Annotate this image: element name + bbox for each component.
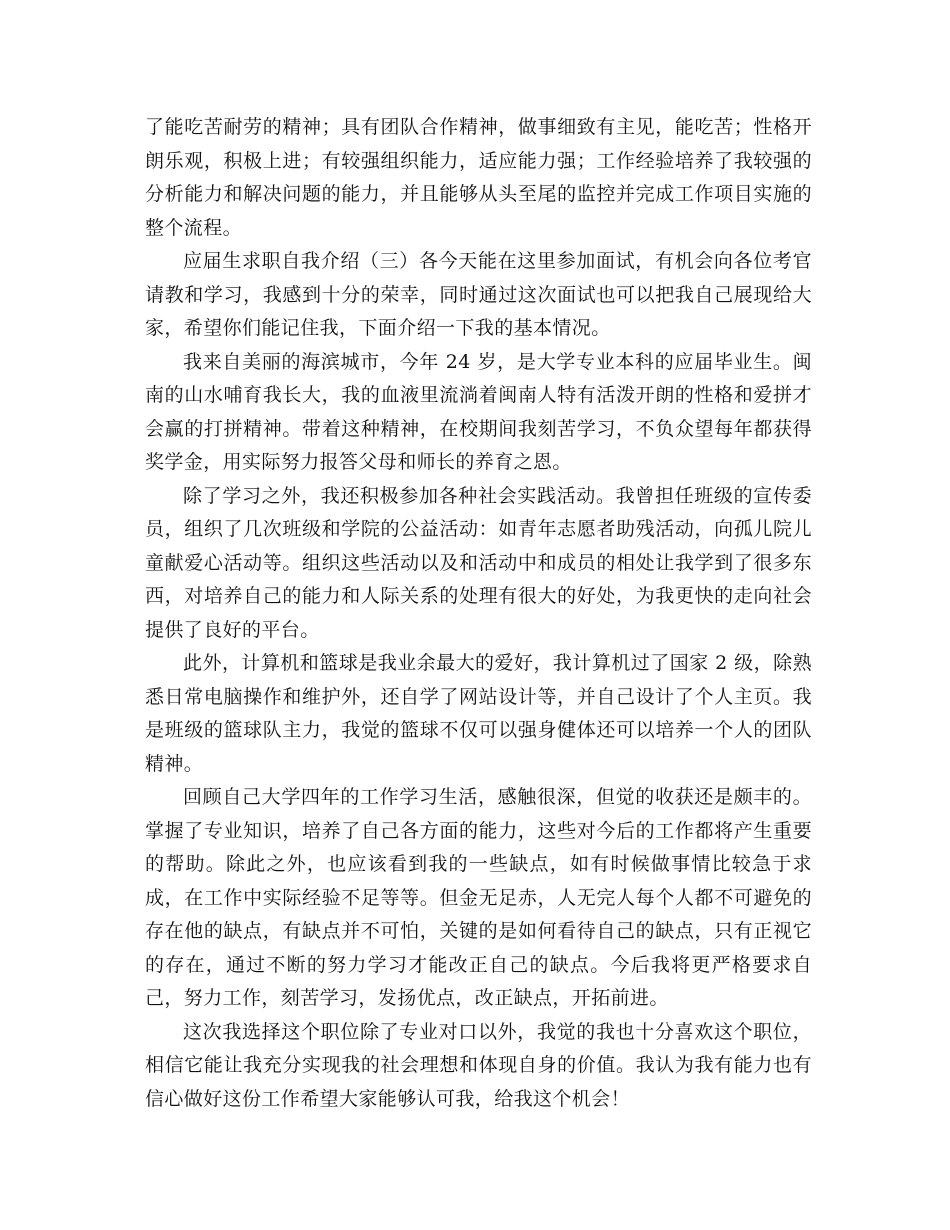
paragraph-intro-three: 应届生求职自我介绍（三）各今天能在这里参加面试，有机会向各位考官请教和学习，我感到十分的荣幸，同时通过这次面试也可以把我自己展现给大家，希望你们能记住我，下面介绍一下我的基本情况。 bbox=[145, 250, 812, 339]
paragraph-closing: 这次我选择这个职位除了专业对口以外，我觉的我也十分喜欢这个职位，相信它能让我充分实现我的社会理想和体现自身的价值。我认为我有能力也有信心做好这份工作希望大家能够认可我，给我这个机会！ bbox=[145, 1020, 812, 1110]
paragraph-activities: 除了学习之外，我还积极参加各种社会实践活动。我曾担任班级的宣传委员，组织了几次班级和学院的公益活动：如青年志愿者助残活动，向孤儿院儿童献爱心活动等。组织这些活动以及和活动中和成员的相处让我学到了很多东西，对培养自己的能力和人际关系的处理有很大的好处，为我更快的走向社会提供了良好的平台。 bbox=[145, 484, 812, 641]
paragraph-hobbies: 此外，计算机和篮球是我业余最大的爱好，我计算机过了国家 2 级，除熟悉日常电脑操作和维护外，还自学了网站设计等，并自己设计了个人主页。我是班级的篮球队主力，我觉的篮球不仅可以强身健体还可以培养一个人的团队精神。 bbox=[145, 652, 812, 775]
paragraph-background: 我来自美丽的海滨城市，今年 24 岁，是大学专业本科的应届毕业生。闽南的山水哺育我长大，我的血液里流淌着闽南人特有活泼开朗的性格和爱拼才会赢的打拼精神。带着这种精神，在校期间我刻苦学习，不负众望每年都获得奖学金，用实际努力报答父母和师长的养育之恩。 bbox=[145, 350, 812, 473]
paragraph-reflection: 回顾自己大学四年的工作学习生活，感触很深，但觉的收获还是颇丰的。掌握了专业知识，培养了自己各方面的能力，这些对今后的工作都将产生重要的帮助。除此之外，也应该看到我的一些缺点，如有时候做事情比较急于求成，在工作中实际经验不足等等。但金无足赤，人无完人每个人都不可避免的存在他的缺点，有缺点并不可怕，关键的是如何看待自己的缺点，只有正视它的存在，通过不断的努力学习才能改正自己的缺点。今后我将更严格要求自己，努力工作，刻苦学习，发扬优点，改正缺点，开拓前进。 bbox=[145, 786, 812, 1009]
document-body bbox=[145, 111, 812, 1116]
paragraph-continuation: 了能吃苦耐劳的精神；具有团队合作精神，做事细致有主见，能吃苦；性格开朗乐观，积极上进；有较强组织能力，适应能力强；工作经验培养了我较强的分析能力和解决问题的能力，并且能够从头至尾的监控并完成工作项目实施的整个流程。 bbox=[145, 116, 812, 239]
